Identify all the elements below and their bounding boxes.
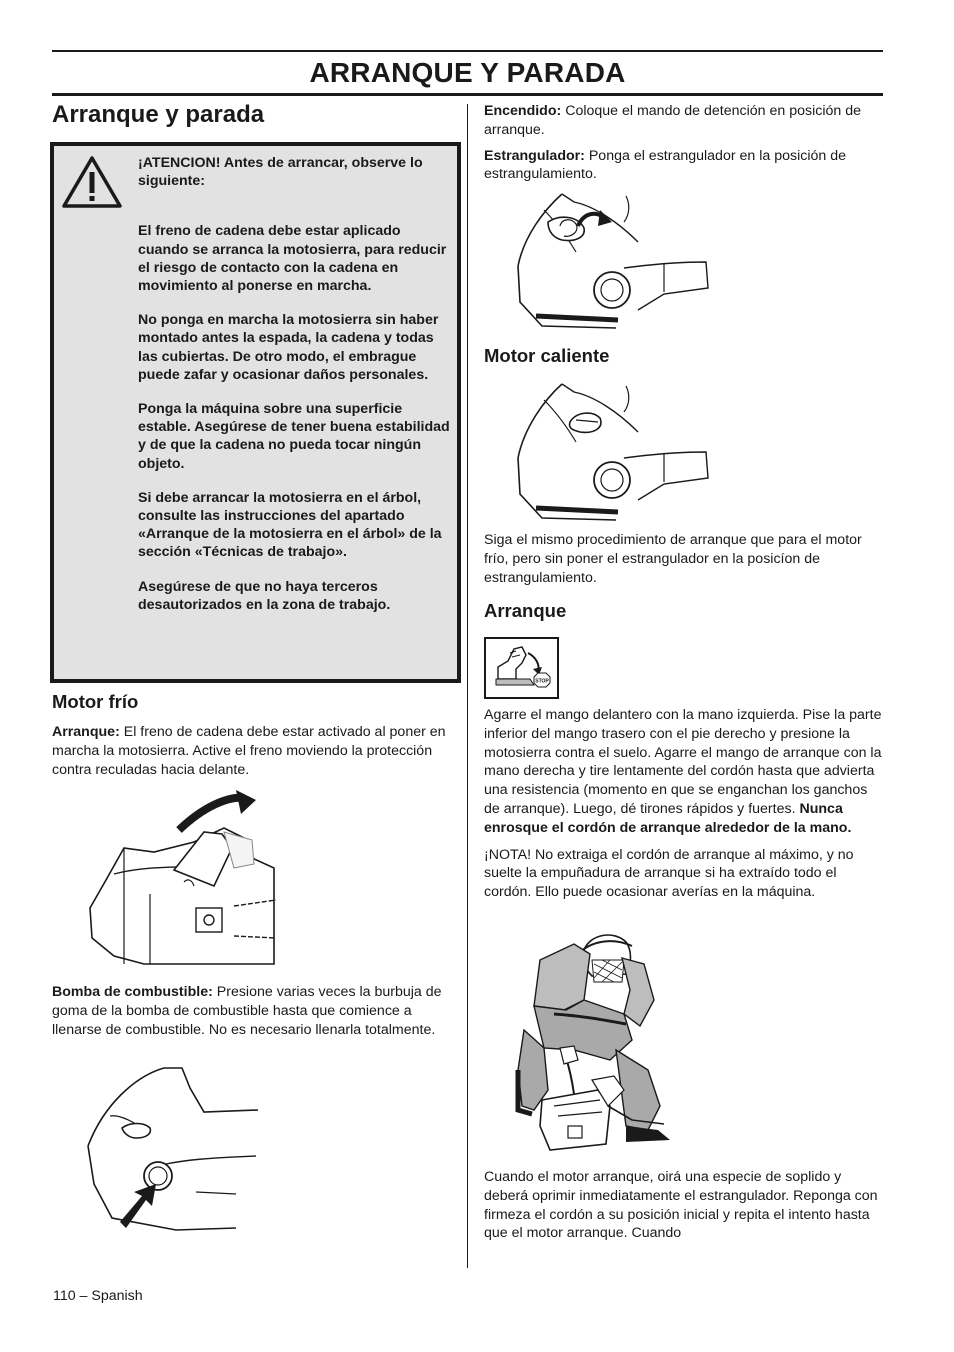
choke-illustration — [514, 192, 710, 332]
left-column — [52, 98, 462, 132]
warning-triangle-icon — [60, 154, 124, 210]
motor-caliente-header — [484, 344, 884, 368]
motor-caliente-title: Motor caliente — [484, 345, 610, 366]
arranque-title: Arranque — [484, 600, 567, 622]
right-column — [484, 102, 884, 184]
warning-paragraph: Asegúrese de que no haya terceros desautorizados en la zona de trabajo. — [138, 578, 391, 613]
warning-intro: ¡ATENCION! Antes de arrancar, observe lo siguiente: — [138, 155, 423, 190]
arranque-body — [484, 706, 884, 902]
arranque-paragraph — [52, 723, 457, 779]
estrangulador-text: Ponga el estrangulador en la posición de estrangulamiento. — [484, 147, 846, 183]
bomba-text: Presione varias veces la burbuja de goma de la bomba de combustible hasta que comience a llenarse de combustible. No es necesario llenarla totalmente. — [52, 984, 442, 1038]
warning-paragraph: El freno de cadena debe estar aplicado cuando se arranca la motosierra, para reducir el riesgo de contacto con la cadena en movimiento al ponerse en marcha. — [138, 223, 447, 295]
stop-sign-label: STOP — [535, 678, 549, 685]
fuel-pump-illustration — [86, 1064, 262, 1232]
start-symbol-frame — [484, 637, 559, 699]
bomba-label: Bomba de combustible: — [52, 984, 213, 1000]
arranque-instructions-warning: Nunca enrosque el cordón de arranque alrededor de la mano. — [484, 800, 852, 836]
chain-brake-illustration — [84, 788, 280, 978]
column-divider — [467, 104, 468, 1268]
nota-paragraph: ¡NOTA! No extraiga el cordón de arranque al máximo, y no suelte la empuñadura de arranque si ha extraído todo el cordón. Ello puede ocasionar averías en la máquina. — [484, 846, 854, 901]
start-hand-stop-icon — [486, 639, 557, 697]
warning-box — [50, 142, 461, 683]
arranque-label: Arranque: — [52, 724, 120, 740]
motor-caliente-body — [484, 531, 884, 623]
estrangulador-paragraph — [484, 147, 884, 185]
operator-starting-illustration — [514, 930, 684, 1160]
motor-frio-section — [52, 690, 457, 779]
warning-text — [138, 154, 450, 614]
final-section — [484, 1168, 884, 1243]
bomba-section — [52, 983, 457, 1039]
page-title: ARRANQUE Y PARADA — [309, 57, 626, 88]
header-rule-top — [52, 50, 883, 52]
arranque-instructions — [484, 706, 884, 838]
estrangulador-label: Estrangulador: — [484, 147, 585, 164]
arranque-instructions-text: Agarre el mango delantero con la mano izquierda. Pise la parte inferior del mango trasero con el pie derecho y presione la motosierra contra el suelo. Agarre el mango de arranque con la mano derecha y tire lentamente del cordón hasta que advierta una resistencia (momento en que se enganchan los ganchos de arranque). Luego, dé tirones rápidos y fuertes. — [484, 707, 882, 817]
encendido-label: Encendido: — [484, 103, 562, 119]
header-rule-bottom — [52, 93, 883, 96]
warning-paragraph: Si debe arrancar la motosierra en el árbol, consulte las instrucciones del apartado «Arranque de la motosierra en el árbol» de la sección «Técnicas de trabajo». — [138, 489, 442, 561]
encendido-text: Coloque el mando de detención en posición de arranque. — [484, 103, 861, 138]
page-footer: 110 – Spanish — [53, 1288, 143, 1304]
warm-engine-illustration — [514, 378, 710, 524]
warning-paragraph: Ponga la máquina sobre una superficie estable. Asegúrese de tener buena estabilidad y de que la cadena no pueda tocar ningún objeto. — [138, 401, 450, 472]
motor-caliente-text: Siga el mismo procedimiento de arranque que para el motor frío, pero sin poner el estrangulador en la posicíon de estrangulamiento. — [484, 532, 862, 586]
arranque-text: El freno de cadena debe estar activado al poner en marcha la motosierra. Active el freno moviendo la protección contra reculadas hacia delante. — [52, 724, 446, 778]
motor-frio-title: Motor frío — [52, 691, 139, 712]
bomba-paragraph — [52, 983, 457, 1039]
warning-paragraph: No ponga en marcha la motosierra sin haber montado antes la espada, la cadena y todas las cubiertas. De otro modo, el embrague puede zafar y ocasionar daños personales. — [138, 312, 439, 383]
section-title: Arranque y parada — [52, 101, 265, 128]
encendido-paragraph — [484, 102, 884, 140]
final-paragraph: Cuando el motor arranque, oirá una especie de soplido y deberá oprimir inmediatamente el estrangulador. Reponga con firmeza el cordón a su posición inicial y repita el intento hasta que el motor arranque. Cuando — [484, 1169, 878, 1242]
